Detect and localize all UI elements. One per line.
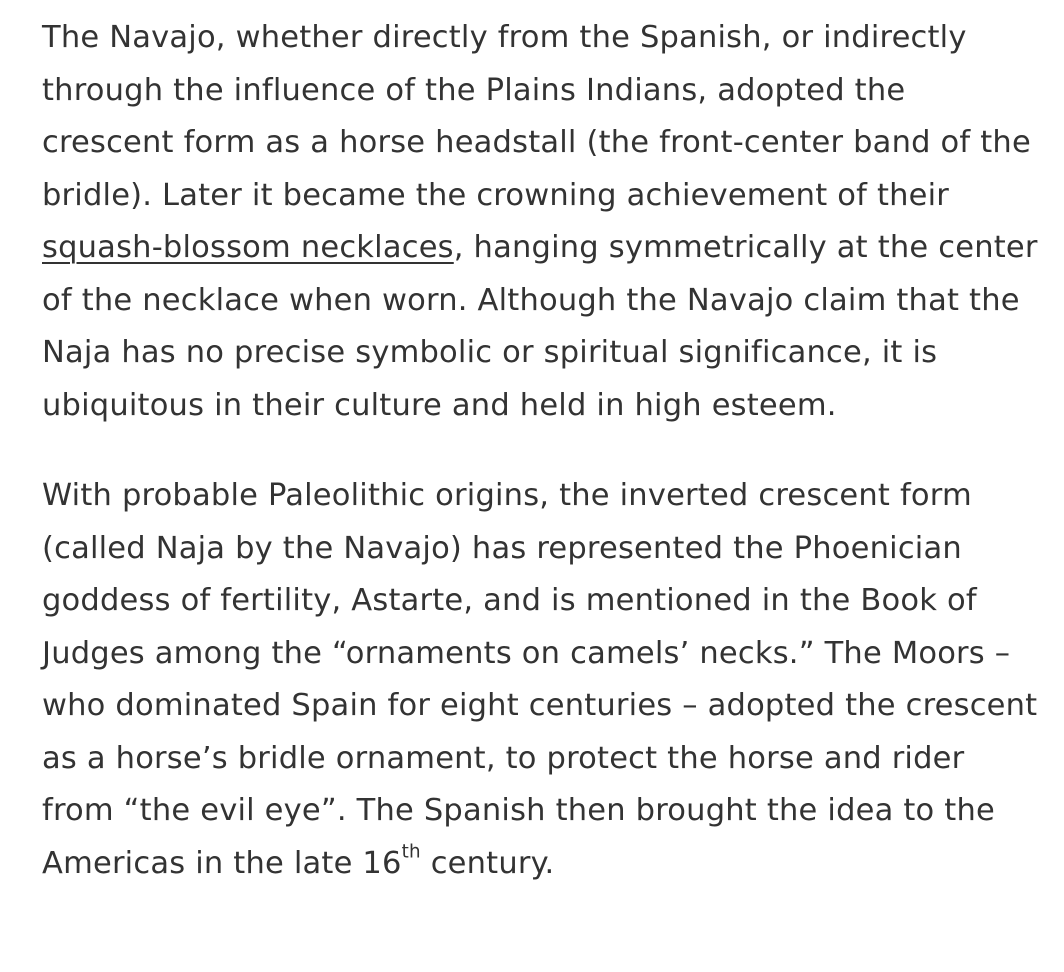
paragraph-text: century. <box>420 845 555 881</box>
paragraph-text: With probable Paleolithic origins, the inverted crescent form (called Naja by the Navajo) has represented the Phoenician goddess of fertility, Astarte, and is mentioned in the Book of Judges among the “ornaments on camels’ necks.” The Moors – who dominated Spain for eight centuries – adopted the crescent as a horse’s bridle ornament, to protect the horse and rider from “the evil eye”. The Spanish then brought the idea to the Americas in the late 16 <box>42 478 1038 881</box>
paragraph-navajo-headstall <box>42 12 1042 432</box>
article-body <box>42 12 1042 890</box>
squash-blossom-necklaces-link[interactable]: squash-blossom necklaces <box>42 230 454 265</box>
paragraph-text: The Navajo, whether directly from the Spanish, or indirectly through the influence of the Plains Indians, adopted the crescent form as a horse headstall (the front-center band of the bridle). Later it became the crowning achievement of their <box>42 20 1031 213</box>
ordinal-superscript: th <box>401 840 421 862</box>
paragraph-text: , hanging symmetrically at the center of the necklace when worn. Although the Navajo claim that the Naja has no precise symbolic or spiritual significance, it is ubiquitous in their culture and held in high esteem. <box>42 230 1038 423</box>
paragraph-crescent-origins <box>42 470 1042 890</box>
